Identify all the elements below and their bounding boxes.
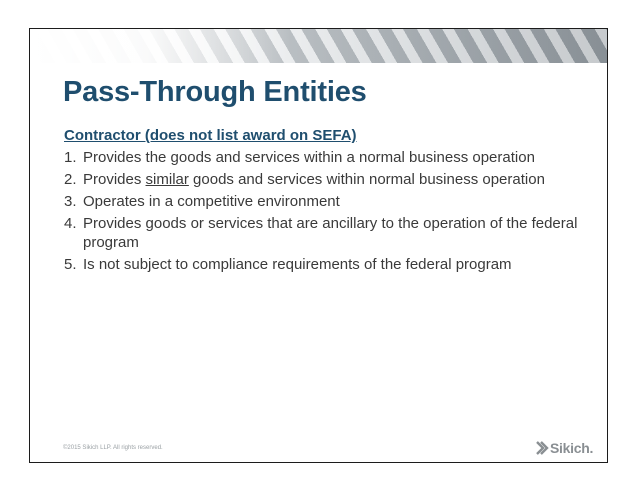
- item-text: Provides the goods and services within a normal business operation: [83, 149, 535, 166]
- slide-subtitle: Contractor (does not list award on SEFA): [64, 127, 357, 144]
- list-item: [64, 148, 594, 167]
- item-text-post: goods and services within normal business operation: [188, 171, 545, 188]
- item-number: 4.: [64, 215, 77, 232]
- item-text: Provides goods or services that are ancillary to the operation of the federal program: [83, 215, 578, 251]
- item-number: 1.: [64, 149, 77, 166]
- item-text-pre: Provides: [83, 171, 146, 188]
- item-number: 2.: [64, 171, 77, 188]
- slide: [29, 28, 608, 463]
- sikich-logo: [535, 440, 593, 456]
- copyright-footer: ©2015 Sikich LLP. All rights reserved.: [63, 445, 163, 451]
- banner-fade: [30, 29, 290, 63]
- list-item: [64, 192, 594, 211]
- item-text-underlined: similar: [145, 171, 189, 188]
- item-text: Operates in a competitive environment: [83, 193, 340, 210]
- slide-title: Pass-Through Entities: [63, 76, 367, 108]
- logo-wordmark: Sikich.: [550, 440, 594, 456]
- item-number: 3.: [64, 193, 77, 210]
- sikich-chevron-icon: [535, 440, 549, 456]
- item-text: Is not subject to compliance requirements of the federal program: [83, 256, 512, 273]
- criteria-list: [64, 148, 594, 277]
- header-banner: [30, 29, 607, 63]
- list-item: [64, 170, 594, 189]
- list-item: [64, 214, 594, 252]
- list-item: [64, 255, 594, 274]
- item-number: 5.: [64, 256, 77, 273]
